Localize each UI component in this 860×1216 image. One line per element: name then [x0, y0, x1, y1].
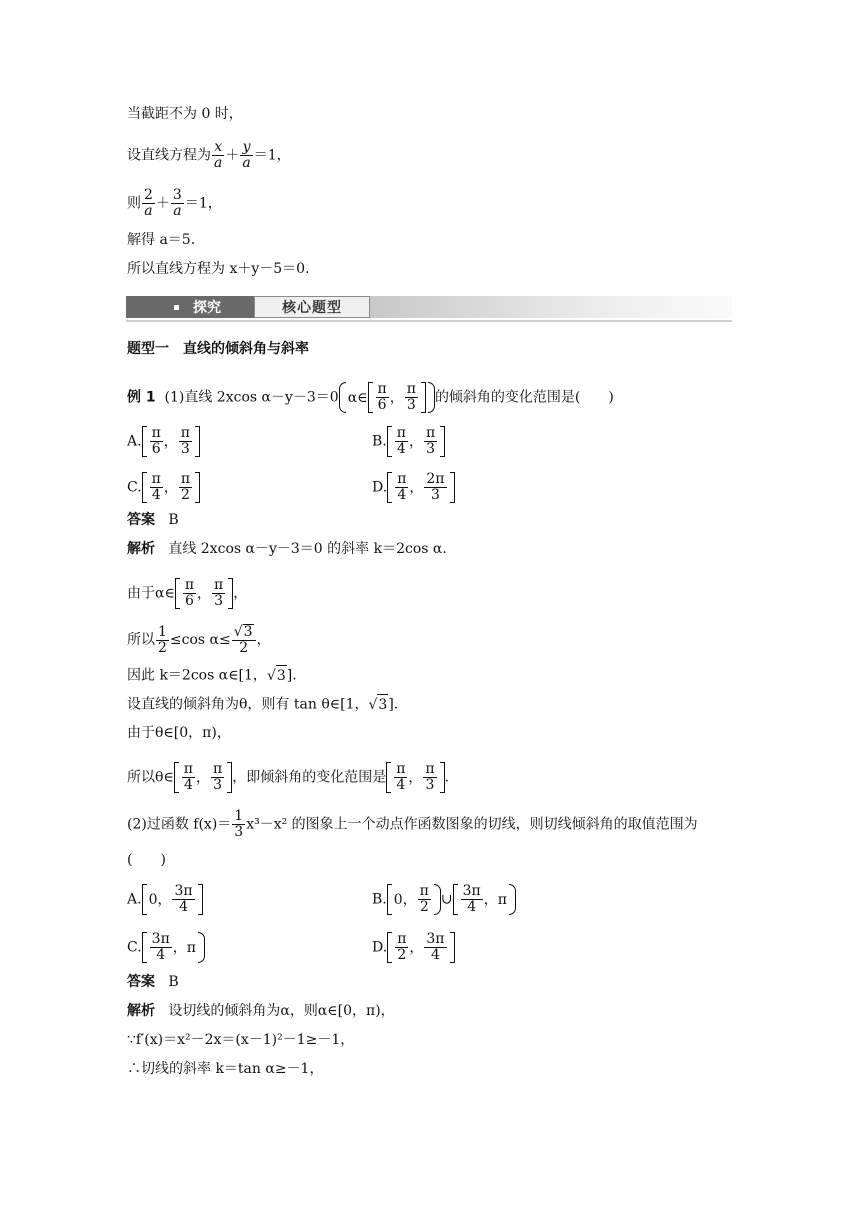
q2-option-c: C. $\frac{3\pi}{4}$ ， π — [127, 932, 205, 963]
square-bullet-icon — [174, 305, 179, 310]
option-c: C. $\frac{\pi}{4}$ ， $\frac{\pi}{2}$ — [127, 472, 200, 503]
q2-option-d: D. $\frac{\pi}{2}$ ， $\frac{3\pi}{4}$ — [372, 932, 455, 963]
q2-paren: ( ) — [127, 852, 166, 868]
option-a: A. $\frac{\pi}{6}$ ， $\frac{\pi}{3}$ — [127, 426, 200, 457]
ex1-analysis-3: 所以 $\frac{1}{2}$ ≤cos α≤ $\frac{√3}{2}$ ， — [127, 623, 271, 656]
section-header-band — [126, 296, 732, 322]
sqrt-sign-icon: √3 — [368, 694, 388, 715]
section-title: 核心题型 — [254, 296, 370, 318]
option-d: D. $\frac{\pi}{4}$ ， $\frac{2\pi}{3}$ — [372, 472, 455, 503]
fraction-y-over-a: $\frac{y}{a}$ — [242, 139, 251, 171]
option-b: B. $\frac{\pi}{4}$ ， $\frac{\pi}{3}$ — [372, 426, 445, 457]
type-heading: 题型一 直线的倾斜角与斜率 — [127, 341, 309, 357]
text: 设直线方程为 — [127, 147, 211, 164]
intro-line-1: 当截距不为 0 时， — [127, 106, 243, 122]
q2-answer: 答案 B — [127, 974, 179, 990]
intro-line-4: 解得 a＝5. — [127, 232, 196, 248]
intro-line-2: 设直线方程为 $\frac{x}{a}$ ＋ $\frac{y}{a}$ ＝1， — [127, 139, 291, 171]
ex1-question: 例 1 (1)直线 2xcos α－y－3＝0 α∈ $\frac{\pi}{6}$ ， $\frac{\pi}{3}$ 的倾斜角的变化范围是( ) — [127, 381, 614, 413]
section-tag: 探究 — [126, 296, 254, 318]
intro-line-5: 所以直线方程为 x＋y－5＝0. — [127, 261, 310, 277]
fraction-x-over-a: $\frac{x}{a}$ — [214, 139, 223, 171]
ex1-analysis-2: 由于α∈ $\frac{\pi}{6}$ ， $\frac{\pi}{3}$ ， — [127, 577, 248, 609]
q2-analysis-1: 解析 设切线的倾斜角为α，则α∈[0，π)， — [127, 1003, 395, 1019]
ex1-answer: 答案 B — [127, 512, 179, 528]
q2-option-b: B. 0 ， $\frac{\pi}{2}$ ∪ $\frac{3\pi}{4}$ ， π — [372, 884, 516, 915]
fraction-3-over-a: $\frac{3}{a}$ — [172, 187, 182, 219]
sqrt-sign-icon: √3 — [267, 665, 287, 686]
ex1-analysis-1: 解析 直线 2xcos α－y－3＝0 的斜率 k＝2cos α. — [127, 541, 447, 557]
ex1-analysis-5: 设直线的倾斜角为θ，则有 tan θ∈[1，√3]. — [127, 694, 398, 715]
intro-line-3: 则 $\frac{2}{a}$ ＋ $\frac{3}{a}$ ＝1， — [127, 187, 222, 219]
sqrt-sign-icon: √3 — [233, 624, 253, 640]
q2-question: (2)过函数 f(x)＝ $\frac{1}{3}$ x³－x² 的图象上一个动点作函数图象的切线，则切线倾斜角的取值范围为 — [127, 808, 698, 840]
alpha-condition: α∈ $\frac{\pi}{6}$ ， $\frac{\pi}{3}$ — [339, 382, 435, 413]
q2-option-a: A. 0 ， $\frac{3\pi}{4}$ — [127, 884, 203, 915]
q2-analysis-2: ∵f′(x)＝x²－2x＝(x－1)²－1≥－1， — [127, 1032, 355, 1048]
ex1-analysis-4: 因此 k＝2cos α∈[1，√3]. — [127, 665, 297, 686]
fraction-2-over-a: $\frac{2}{a}$ — [144, 187, 153, 219]
ex1-analysis-7: 所以θ∈ $\frac{\pi}{4}$ ， $\frac{\pi}{3}$ ，即倾斜角的变化范围是 $\frac{\pi}{4}$ ， $\frac{\pi}{3}$ . — [127, 761, 450, 793]
q2-analysis-3: ∴切线的斜率 k＝tan α≥－1， — [127, 1061, 324, 1077]
band-underline — [126, 320, 732, 322]
ex1-analysis-6: 由于θ∈[0，π)， — [127, 725, 231, 741]
